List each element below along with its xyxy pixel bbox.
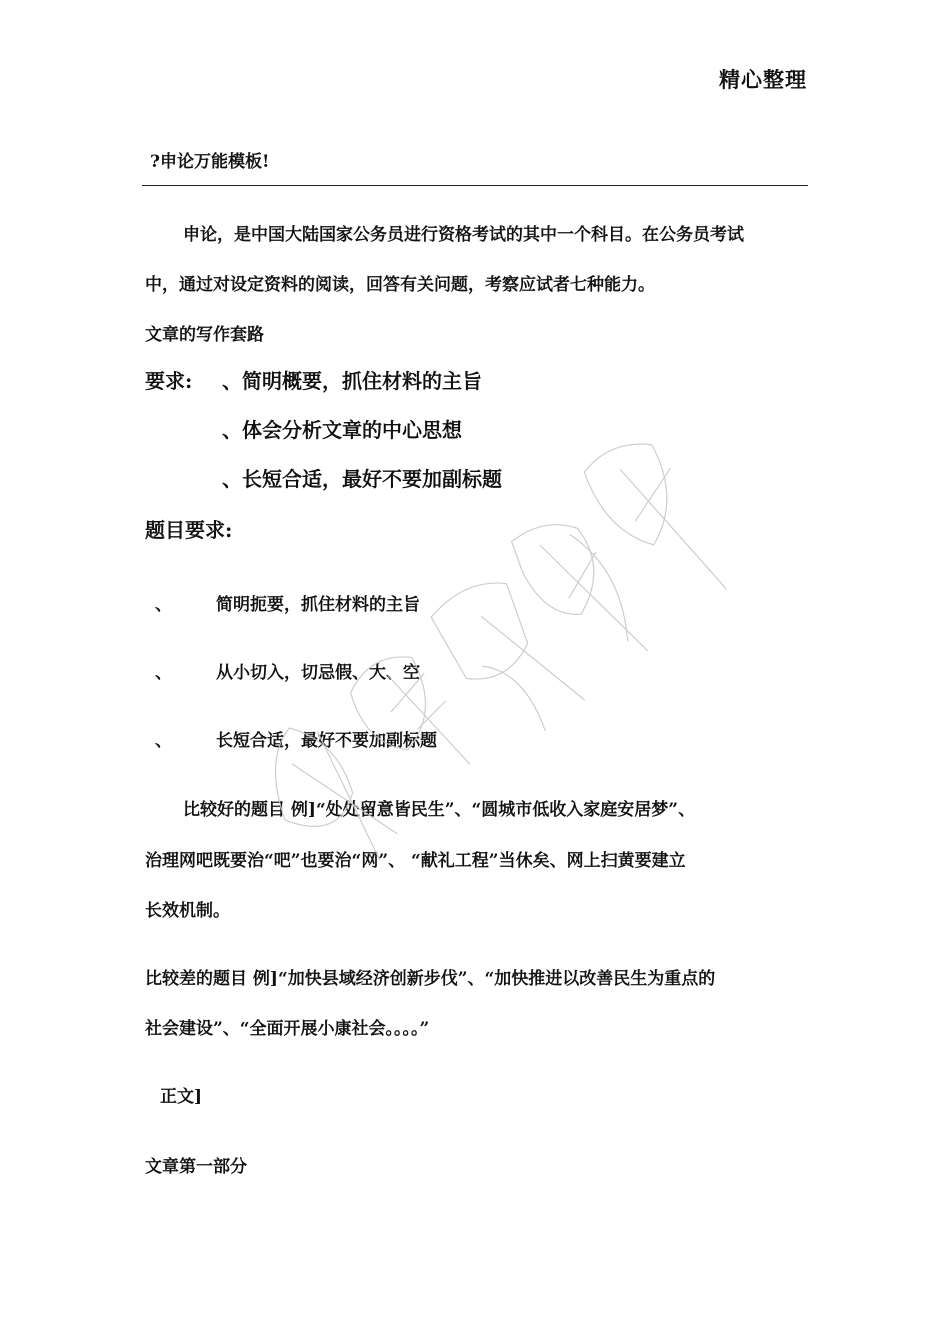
requirement-item: 、体会分析文章的中心思想: [222, 418, 462, 442]
document-title: ?申论万能模板!: [150, 152, 270, 172]
title-requirements-heading: 题目要求:: [145, 518, 233, 542]
intro-line-1: 申论，是中国大陆国家公务员进行资格考试的其中一个科目。在公务员考试: [183, 225, 744, 245]
requirement-item: 、简明概要，抓住材料的主旨: [222, 369, 482, 393]
title-requirement-item: 长短合适，最好不要加副标题: [216, 731, 437, 751]
bullet-mark: 、: [155, 595, 172, 615]
requirement-item: 、长短合适，最好不要加副标题: [222, 467, 502, 491]
bullet-mark: 、: [155, 663, 172, 683]
intro-line-2: 中，通过对设定资料的阅读，回答有关问题，考察应试者七种能力。: [145, 275, 655, 295]
good-examples-line-1: 比较好的题目 例]“处处留意皆民生”、“圆城市低收入家庭安居梦”、: [183, 800, 696, 820]
title-requirement-item: 简明扼要，抓住材料的主旨: [216, 595, 420, 615]
title-divider: [142, 185, 808, 186]
good-examples-line-2: 治理网吧既要治“吧”也要治“网”、 “献礼工程”当休矣、网上扫黄要建立: [145, 851, 686, 871]
good-examples-line-3: 长效机制。: [145, 901, 230, 921]
bullet-mark: 、: [155, 731, 172, 751]
bad-examples-line-2: 社会建设”、“全面开展小康社会。。。。”: [145, 1019, 430, 1039]
bad-examples-line-1: 比较差的题目 例]“加快县域经济创新步伐”、“加快推进以改善民生为重点的: [145, 969, 716, 989]
body-heading: 正文]: [160, 1087, 203, 1107]
page-header: 精心整理: [719, 67, 807, 92]
part-one-heading: 文章第一部分: [145, 1157, 247, 1177]
routine-heading: 文章的写作套路: [145, 325, 264, 345]
title-requirement-item: 从小切入，切忌假、大、空: [216, 663, 420, 683]
requirements-label: 要求:: [145, 369, 193, 393]
